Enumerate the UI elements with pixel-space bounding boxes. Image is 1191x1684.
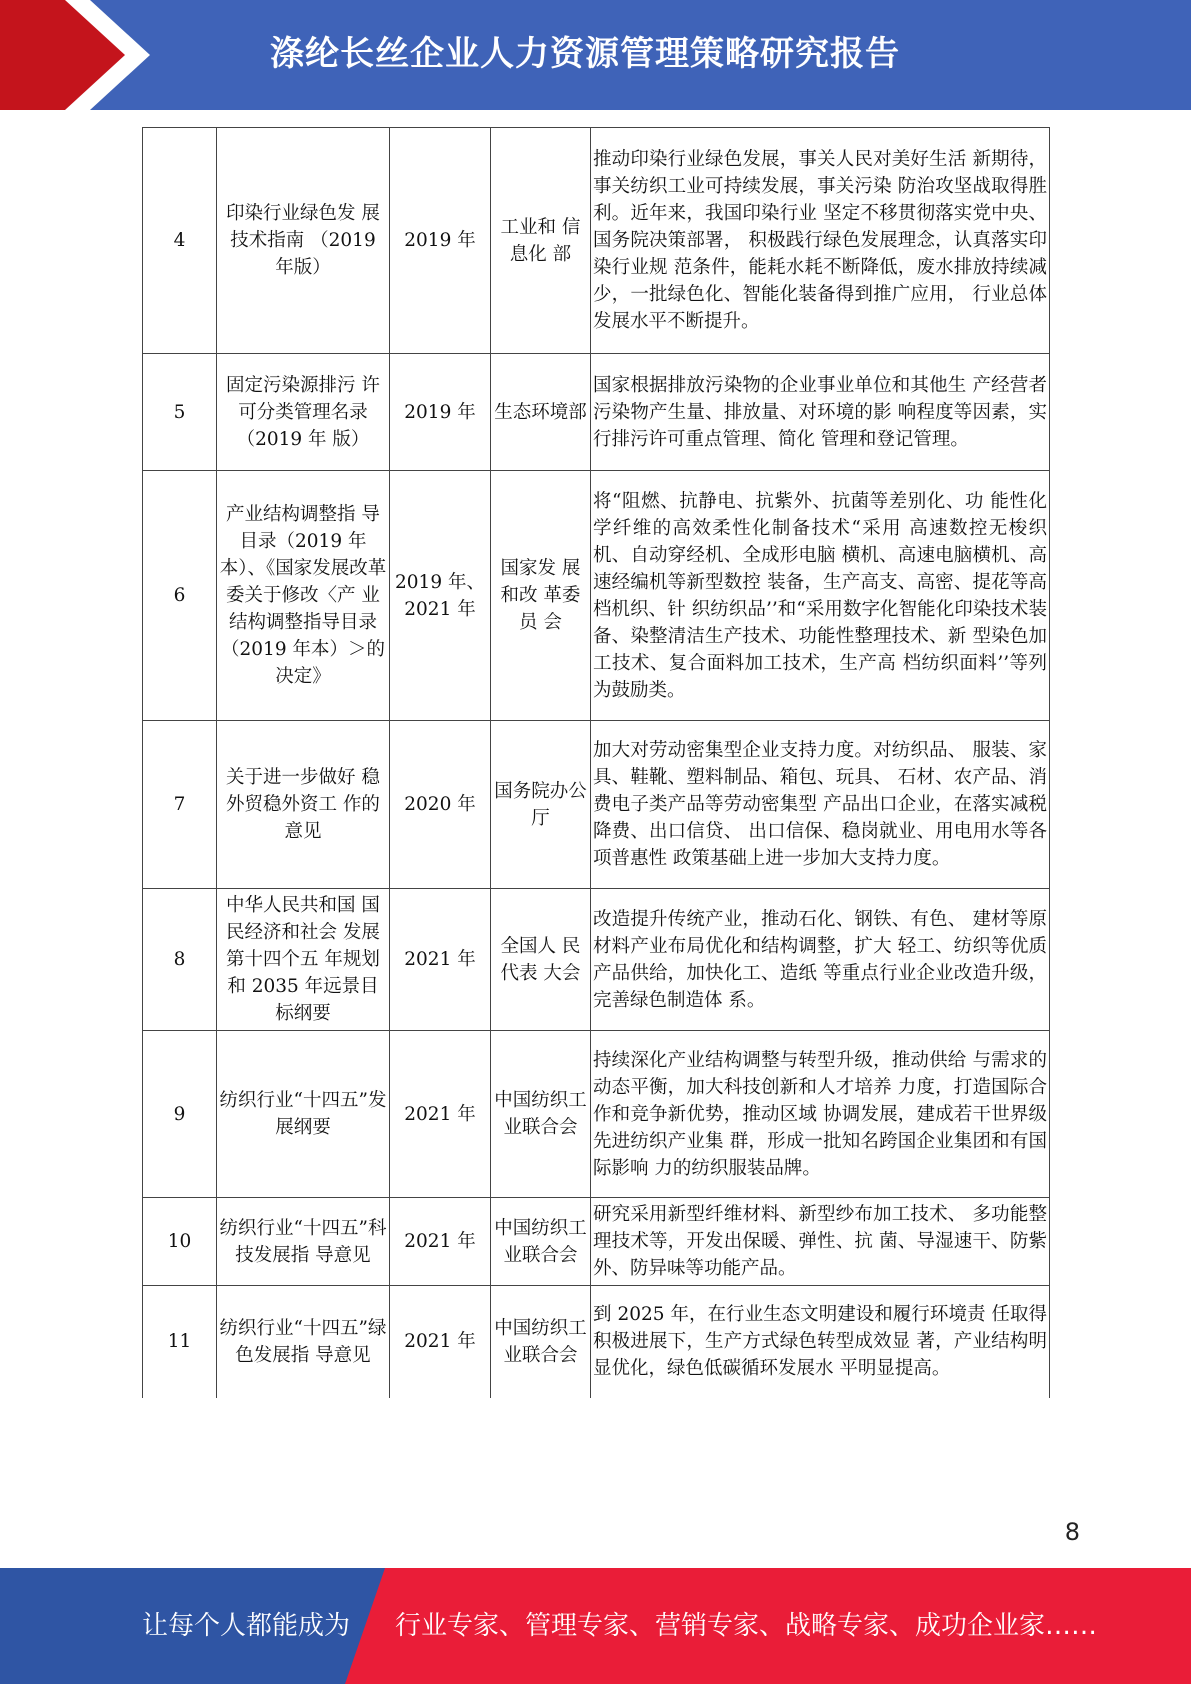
policy-year: 2021 年 <box>390 889 491 1031</box>
policy-description: 持续深化产业结构调整与转型升级，推动供给 与需求的动态平衡，加大科技创新和人才培养 力度，打造国际合作和竞争新优势，推动区域 协调发展，建成若干世界级先进纺织产业集 群，形成一批知名跨国企业集团和有国际影响 力的纺织服装品牌。 <box>591 1031 1050 1198</box>
policy-description: 加大对劳动密集型企业支持力度。对纺织品、 服装、家具、鞋靴、塑料制品、箱包、玩具、 石材、农产品、消费电子类产品等劳动密集型 产品出口企业，在落实减税降费、出口信贷、 出口信保、稳岗就业、用电用水等各项普惠性 政策基础上进一步加大支持力度。 <box>591 721 1050 889</box>
policy-name: 固定污染源排污 许可分类管理名录（2019 年 版） <box>217 354 390 471</box>
issuing-department: 中国纺织工业联合会 <box>491 1286 591 1398</box>
issuing-department: 国家发 展和改 革委员 会 <box>491 471 591 721</box>
policy-description: 将“阻燃、抗静电、抗紫外、抗菌等差别化、功 能性化学纤维的高效柔性化制备技术“采用 高速数控无梭织机、自动穿经机、全成形电脑 横机、高速电脑横机、高速经编机等新型数控 装备，生产高支、高密、提花等高档机织、针 织纺织品’’和“采用数字化智能化印染技术装 备、染整清洁生产技术、功能性整理技术、新 型染色加工技术、复合面料加工技术，生产高 档纺织面料’’等列为鼓励类。 <box>591 471 1050 721</box>
table-row <box>143 128 1050 354</box>
issuing-department: 国务院办公厅 <box>491 721 591 889</box>
row-number: 5 <box>143 354 217 471</box>
policy-year: 2021 年 <box>390 1286 491 1398</box>
policy-name: 产业结构调整指 导目录（2019 年本）、《国家发展改革 委关于修改〈产 业结构调整指导目录（2019 年本）＞的决定》 <box>217 471 390 721</box>
issuing-department: 全国人 民代表 大会 <box>491 889 591 1031</box>
policy-year: 2020 年 <box>390 721 491 889</box>
row-number: 9 <box>143 1031 217 1198</box>
policy-table <box>142 127 1050 1398</box>
policy-year: 2019 年、2021 年 <box>390 471 491 721</box>
row-number: 8 <box>143 889 217 1031</box>
header-red-chevron <box>0 0 150 110</box>
row-number: 11 <box>143 1286 217 1398</box>
table-row <box>143 721 1050 889</box>
footer-slogan-left: 让每个人都能成为 <box>142 1611 351 1641</box>
policy-name: 纺织行业“十四五”科技发展指 导意见 <box>217 1198 390 1286</box>
policy-description: 国家根据排放污染物的企业事业单位和其他生 产经营者污染物产生量、排放量、对环境的影 响程度等因素，实行排污许可重点管理、简化 管理和登记管理。 <box>591 354 1050 471</box>
table-row <box>143 1286 1050 1398</box>
policy-name: 印染行业绿色发 展技术指南 （2019 年版） <box>217 128 390 354</box>
policy-year: 2019 年 <box>390 354 491 471</box>
table-row <box>143 889 1050 1031</box>
issuing-department: 生态环境部 <box>491 354 591 471</box>
policy-description: 到 2025 年，在行业生态文明建设和履行环境责 任取得积极进展下，生产方式绿色转型成效显 著，产业结构明显优化，绿色低碳循环发展水 平明显提高。 <box>591 1286 1050 1398</box>
policy-year: 2021 年 <box>390 1031 491 1198</box>
policy-description: 改造提升传统产业，推动石化、钢铁、有色、 建材等原材料产业布局优化和结构调整，扩大 轻工、纺织等优质产品供给，加快化工、造纸 等重点行业企业改造升级，完善绿色制造体 系。 <box>591 889 1050 1031</box>
table-row <box>143 354 1050 471</box>
table-row <box>143 471 1050 721</box>
issuing-department: 中国纺织工业联合会 <box>491 1031 591 1198</box>
policy-year: 2019 年 <box>390 128 491 354</box>
row-number: 4 <box>143 128 217 354</box>
policy-name: 纺织行业“十四五”绿色发展指 导意见 <box>217 1286 390 1398</box>
page-footer <box>0 1568 1191 1684</box>
policy-name: 关于进一步做好 稳外贸稳外资工 作的意见 <box>217 721 390 889</box>
row-number: 6 <box>143 471 217 721</box>
table-row <box>143 1198 1050 1286</box>
policy-name: 中华人民共和国 国民经济和社会 发展第十四个五 年规划和 2035 年远景目标纲要 <box>217 889 390 1031</box>
page-number: 8 <box>1064 1518 1080 1546</box>
table-row <box>143 1031 1050 1198</box>
row-number: 10 <box>143 1198 217 1286</box>
footer-slogan-right: 行业专家、管理专家、营销专家、战略专家、成功企业家…… <box>395 1611 1098 1641</box>
policy-year: 2021 年 <box>390 1198 491 1286</box>
row-number: 7 <box>143 721 217 889</box>
policy-description: 推动印染行业绿色发展，事关人民对美好生活 新期待，事关纺织工业可持续发展，事关污染 防治攻坚战取得胜利。近年来，我国印染行业 坚定不移贯彻落实党中央、国务院决策部署， 积极践行绿色发展理念，认真落实印染行业规 范条件，能耗水耗不断降低，废水排放持续减 少，一批绿色化、智能化装备得到推广应用， 行业总体发展水平不断提升。 <box>591 128 1050 354</box>
issuing-department: 中国纺织工业联合会 <box>491 1198 591 1286</box>
policy-name: 纺织行业“十四五”发展纲要 <box>217 1031 390 1198</box>
issuing-department: 工业和 信息化 部 <box>491 128 591 354</box>
policy-description: 研究采用新型纤维材料、新型纱布加工技术、 多功能整理技术等，开发出保暖、弹性、抗 菌、导湿速干、防紫外、防异味等功能产品。 <box>591 1198 1050 1286</box>
report-title: 涤纶长丝企业人力资源管理策略研究报告 <box>270 34 900 74</box>
page-header <box>0 0 1191 110</box>
